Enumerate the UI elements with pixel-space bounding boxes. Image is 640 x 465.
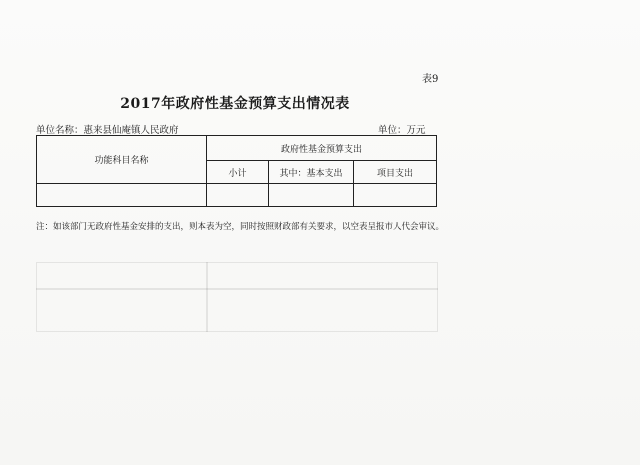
currency-unit: 单位：万元	[378, 125, 426, 136]
table-number: 表9	[422, 74, 439, 85]
page-title: 2017年政府性基金预算支出情况表	[120, 96, 350, 112]
table-row	[37, 184, 437, 207]
header-project-expenditure: 项目支出	[354, 161, 437, 184]
cell-project	[354, 184, 437, 207]
bleed-through-table-line	[206, 262, 208, 332]
budget-table	[36, 135, 437, 207]
bleed-through-table-line	[36, 288, 438, 290]
header-basic-expenditure: 其中：基本支出	[269, 161, 354, 184]
footnote: 注：如该部门无政府性基金安排的支出，则本表为空，同时按照财政部有关要求，以空表呈报市人代会审议。	[36, 222, 445, 232]
cell-function	[37, 184, 207, 207]
bleed-through-table	[36, 262, 438, 332]
cell-basic	[269, 184, 354, 207]
header-fund-expenditure: 政府性基金预算支出	[207, 136, 437, 161]
cell-subtotal	[207, 184, 269, 207]
header-function-name: 功能科目名称	[37, 136, 207, 184]
unit-name: 单位名称：惠来县仙庵镇人民政府	[36, 125, 179, 136]
header-subtotal: 小计	[207, 161, 269, 184]
